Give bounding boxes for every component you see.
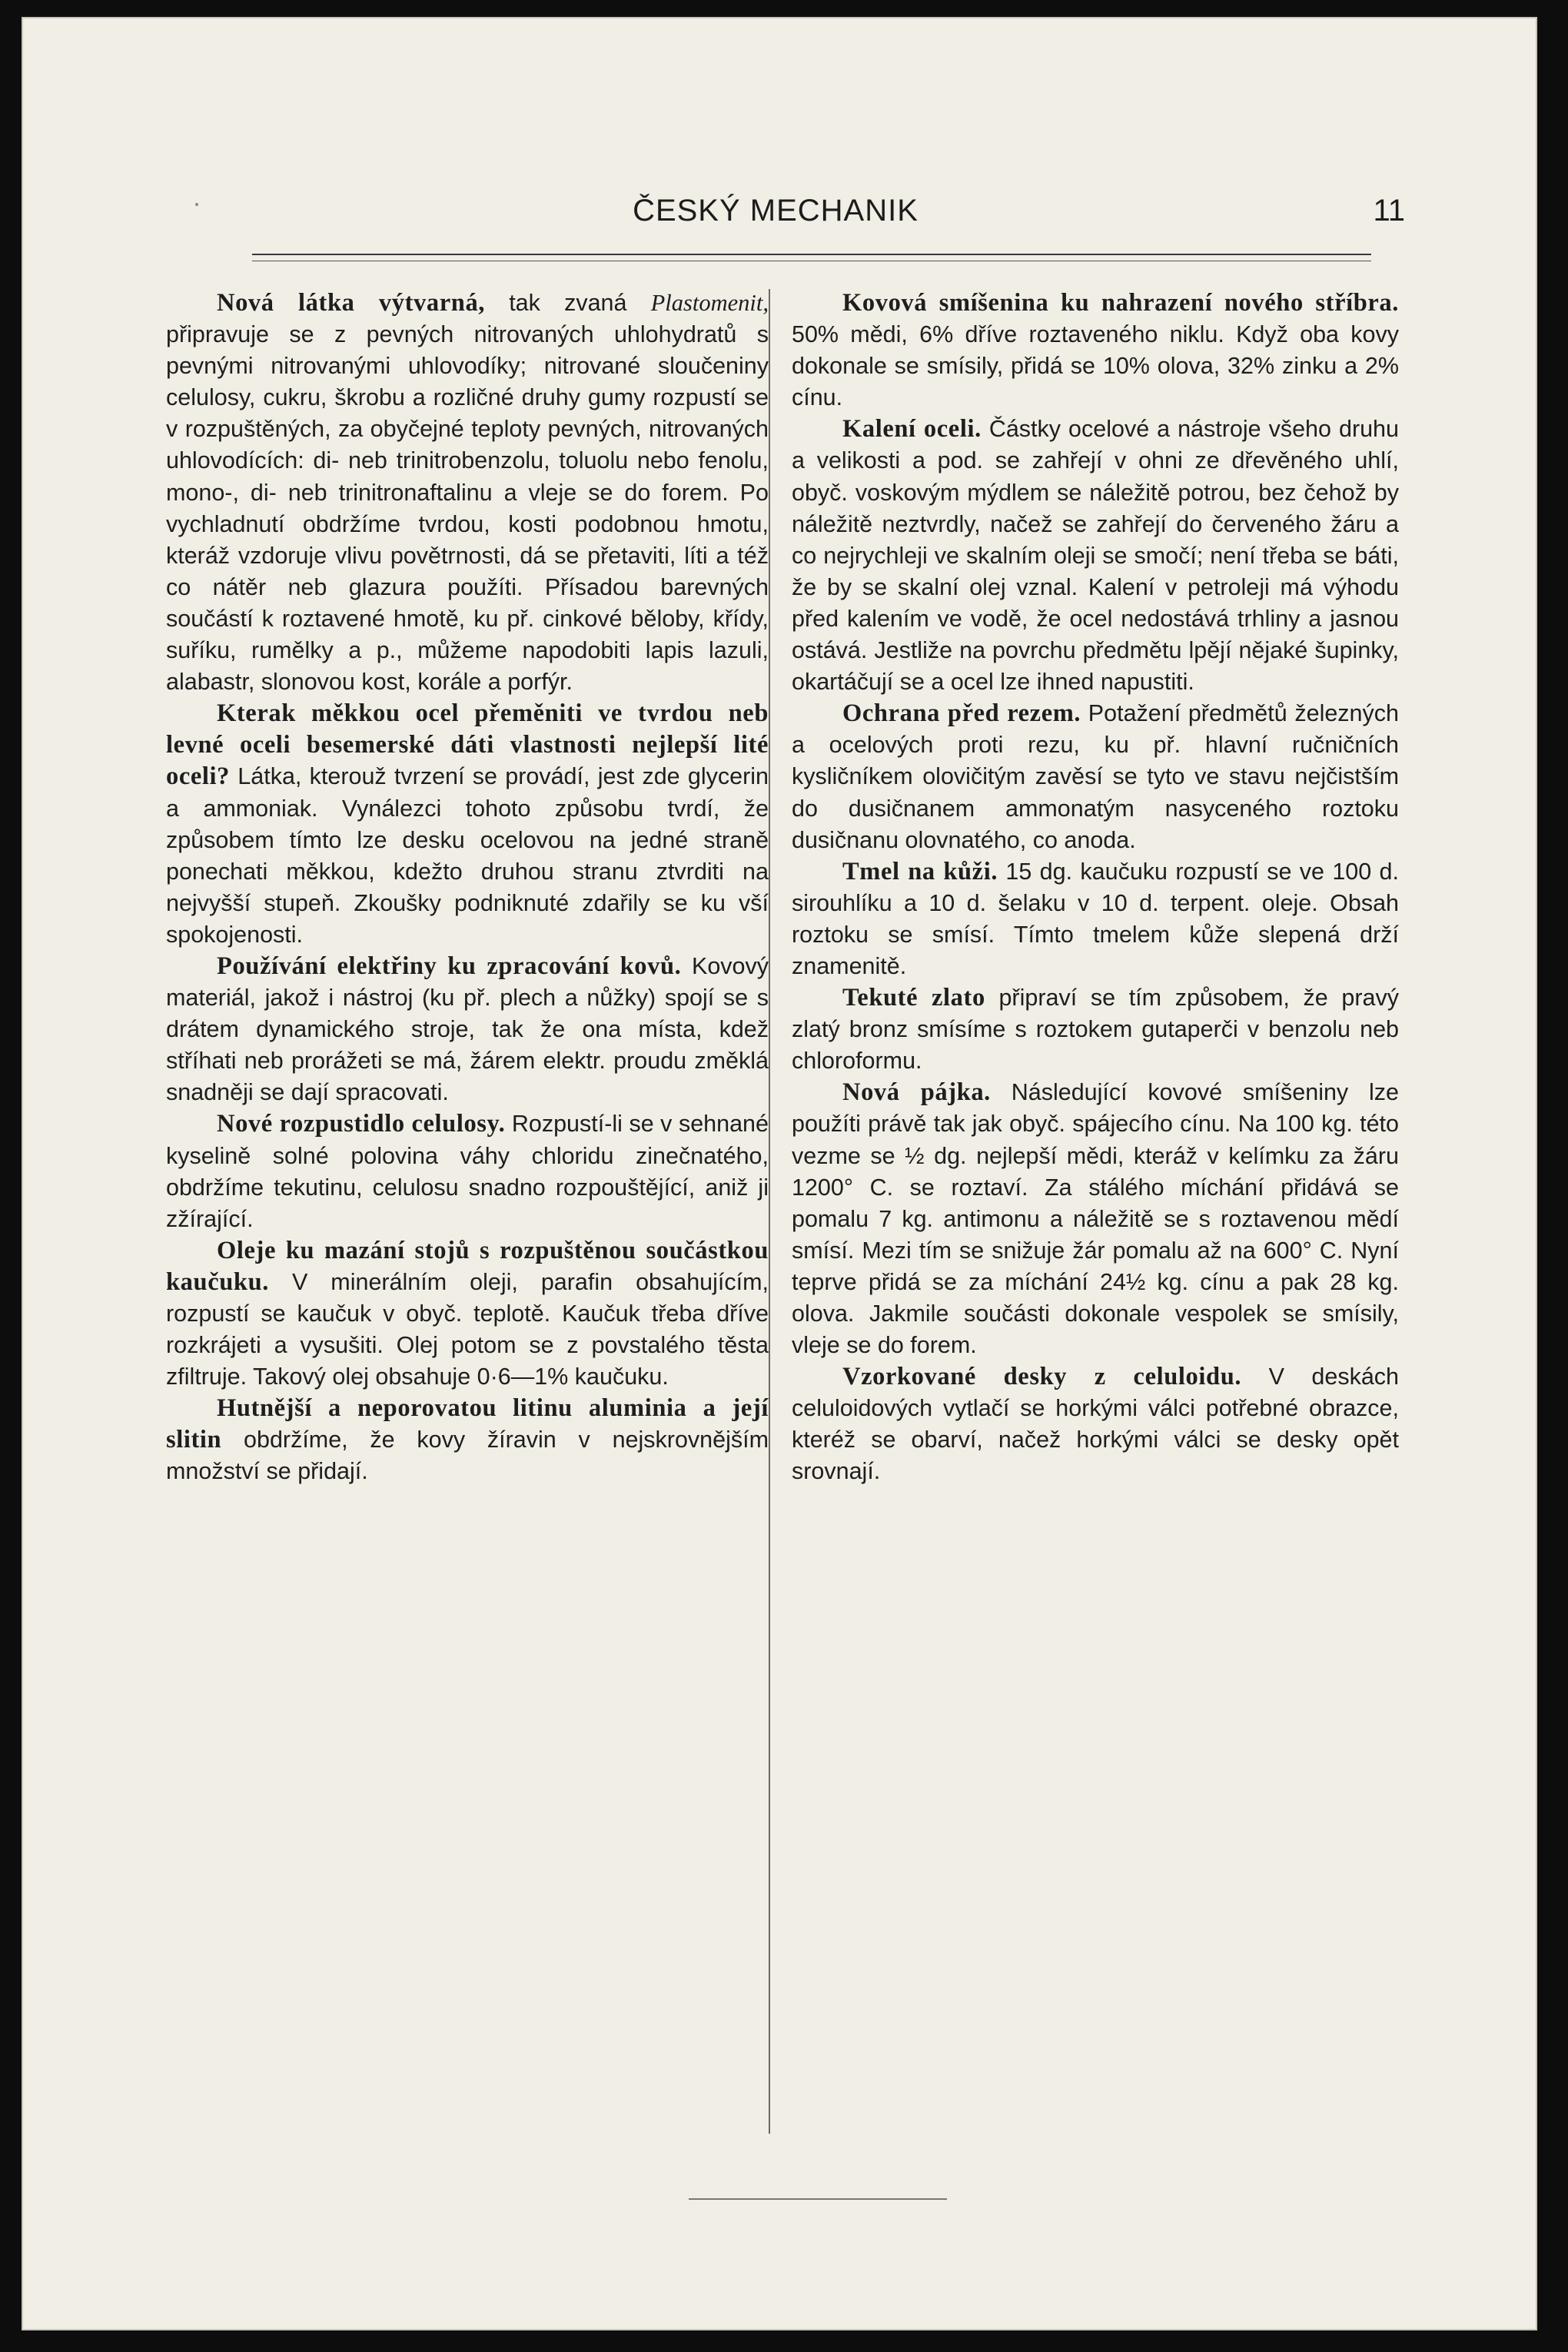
article-heading: Kterak měkkou ocel přeměniti ve tvrdou neb levné oceli besemerské dáti vlastnosti nejlepší lité oceli? [166, 699, 769, 791]
article-electricity-metals [166, 951, 769, 1108]
article-heading: Ochrana před rezem. [842, 699, 1081, 728]
article-italic-term: Plastomenit, [650, 290, 769, 316]
article-steel-quenching [792, 414, 1399, 698]
article-text: Částky ocelové a nástroje všeho druhu a velikosti a pod. se zahřejí v ohni ze dřevěného uhlí, obyč. voskovým mýdlem se náležitě potrou, bez čehož by náležitě neztvrdly, načež se zahřejí do červeného žáru a co nejrychleji ve skalním oleji se smočí; není třeba se báti, že by se skalní olej vznal. Kalení v petroleji má výhodu před kalením ve vodě, že ocel nedostává trhliny a jasnou ostává. Jestliže na povrchu předmětu lpějí nějaké šupinky, okartáčují se a ocel lze ihned napustiti. [792, 416, 1399, 696]
right-column [792, 287, 1399, 1488]
article-text: Následující kovové smíšeniny lze použíti právě tak jak obyč. spájecího cínu. Na 100 kg. této vezme se ½ dg. nejlepší mědi, kteráž v kelímku za žáru 1200° C. se roztaví. Za stálého míchání přidává se pomalu 7 kg. antimonu a náležitě se s roztavenou mědí smísí. Mezi tím se snižuje žár pomalu až na 600° C. Nyní teprve přidá se za míchání 24½ kg. cínu a pak 28 kg. olova. Jakmile součásti dokonale vespolek se smísily, vleje se do forem. [792, 1079, 1399, 1359]
article-text: tak zvaná [485, 290, 651, 316]
article-cellulose-solvent [166, 1108, 769, 1234]
article-text: 15 dg. kaučuku rozpustí se ve 100 d. sirouhlíku a 10 d. šelaku v 10 d. terpent. oleje. Obsah roztoku se smísí. Tímto tmelem kůže slepená drží znamenitě. [792, 858, 1399, 979]
article-heading: Oleje ku mazání stojů s rozpuštěnou součástkou kaučuku. [166, 1236, 769, 1296]
article-plastomenit [166, 287, 769, 698]
article-rust-protection [792, 698, 1399, 855]
footer-rule [689, 2198, 947, 2200]
header-rule [252, 254, 1371, 261]
article-leather-cement [792, 856, 1399, 982]
page-number: 11 [1373, 194, 1405, 228]
article-heading: Tekuté zlato [842, 984, 985, 1012]
column-divider [769, 289, 770, 2134]
article-new-solder [792, 1077, 1399, 1361]
article-text: připraví se tím způsobem, že pravý zlatý bronz smísíme s roztokem gutaperči v benzolu neb chloroformu. [792, 985, 1399, 1075]
article-steel-hardening [166, 698, 769, 951]
article-heading: Kalení oceli. [842, 415, 982, 443]
article-text: Látka, kterouž tvrzení se provádí, jest zde glycerin a ammoniak. Vynálezci tohoto způsobu tvrdí, že způsobem tímto lze desku ocelovou na jedné straně ponechati měkkou, kdežto druhou stranu ztvrditi na nejvyšší stupeň. Zkoušky podniknuté zdařily se ku vší spokojenosti. [166, 763, 769, 948]
article-heading: Vzorkované desky z celuloidu. [842, 1363, 1242, 1391]
article-heading: Nové rozpustidlo celulosy. [217, 1110, 506, 1138]
article-text: Potažení předmětů železných a ocelových proti rezu, ku př. hlavní ručničních kysličníkem olovičitým zavěsí se tyto ve stavu nejčistším do dusičnanem ammonatým nasyceného roztoku dusičnanu olovnatého, co anoda. [792, 700, 1399, 853]
article-text: V minerálním oleji, parafin obsahujícím, rozpustí se kaučuk v obyč. teplotě. Kaučuk třeba dříve rozkrájeti a vysušiti. Olej potom se z povstalého těsta zfiltruje. Takový olej obsahuje 0·6—1% kaučuku. [166, 1268, 769, 1390]
article-heading: Hutnější a neporovatou litinu aluminia a její slitin [166, 1394, 769, 1454]
page-header [146, 194, 1405, 237]
article-text: obdržíme, že kovy žíravin v nejskrovnějším množství se přidají. [166, 1427, 769, 1485]
left-column [166, 287, 769, 1488]
article-text: Rozpustí-li se v sehnané kyselině solné polovina váhy chloridu zinečnatého, obdržíme tekutinu, celulosu snadno rozpouštějící, aniž ji zžírající. [166, 1111, 769, 1232]
document-page [22, 17, 1537, 2330]
article-heading: Používání elektřiny ku zpracování kovů. [217, 952, 682, 980]
article-heading: Nová látka výtvarná, [217, 289, 486, 317]
article-text: Kovový materiál, jakož i nástroj (ku př. plech a nůžky) spojí se s drátem dynamického stroje, tak že ona místa, kdež stříhati neb prorážeti se má, žárem elektr. proudu změklá snadněji se dají spracovati. [166, 952, 769, 1106]
article-text: V deskách celuloidových vytlačí se horkými válci potřebné obrazce, kteréž se obarví, načež horkými válci se desky opět srovnají. [792, 1364, 1399, 1485]
article-heading: Nová pájka. [842, 1078, 991, 1107]
article-heading: Kovová smíšenina ku nahrazení nového stříbra. [842, 289, 1399, 317]
article-text: připravuje se z pevných nitrovaných uhlohydratů s pevnými nitrovanými uhlovodíky; nitrované sloučeniny celulosy, cukru, škrobu a rozličné druhy gumy rozpustí se v rozpuštěných, za obyčejné teploty pevných, nitrovaných uhlovodících: di- neb trinitrobenzolu, toluolu nebo fenolu, mono-, di- neb trinitronaftalinu a vleje se do forem. Po vychladnutí obdržíme tvrdou, kosti podobnou hmotu, kteráž vzdoruje vlivu povětrnosti, dá se přetaviti, líti a též co nátěr neb glazura použíti. Přísadou barevných součástí k roztavené hmotě, ku př. cinkové běloby, křídy, suříku, rumělky a p., můžeme napodobiti lapis lazuli, alabastr, slonovou kost, korále a porfýr. [166, 321, 769, 696]
article-text: 50% mědi, 6% dříve roztaveného niklu. Když oba kovy dokonale se smísily, přidá se 10% olova, 32% zinku a 2% cínu. [792, 321, 1399, 411]
article-aluminium-casting [166, 1393, 769, 1487]
article-liquid-gold [792, 982, 1399, 1077]
running-title: ČESKÝ MECHANIK [633, 194, 919, 228]
article-celluloid-plates [792, 1361, 1399, 1487]
article-silver-substitute [792, 287, 1399, 414]
article-lubricating-oils [166, 1235, 769, 1393]
article-heading: Tmel na kůži. [842, 857, 998, 885]
